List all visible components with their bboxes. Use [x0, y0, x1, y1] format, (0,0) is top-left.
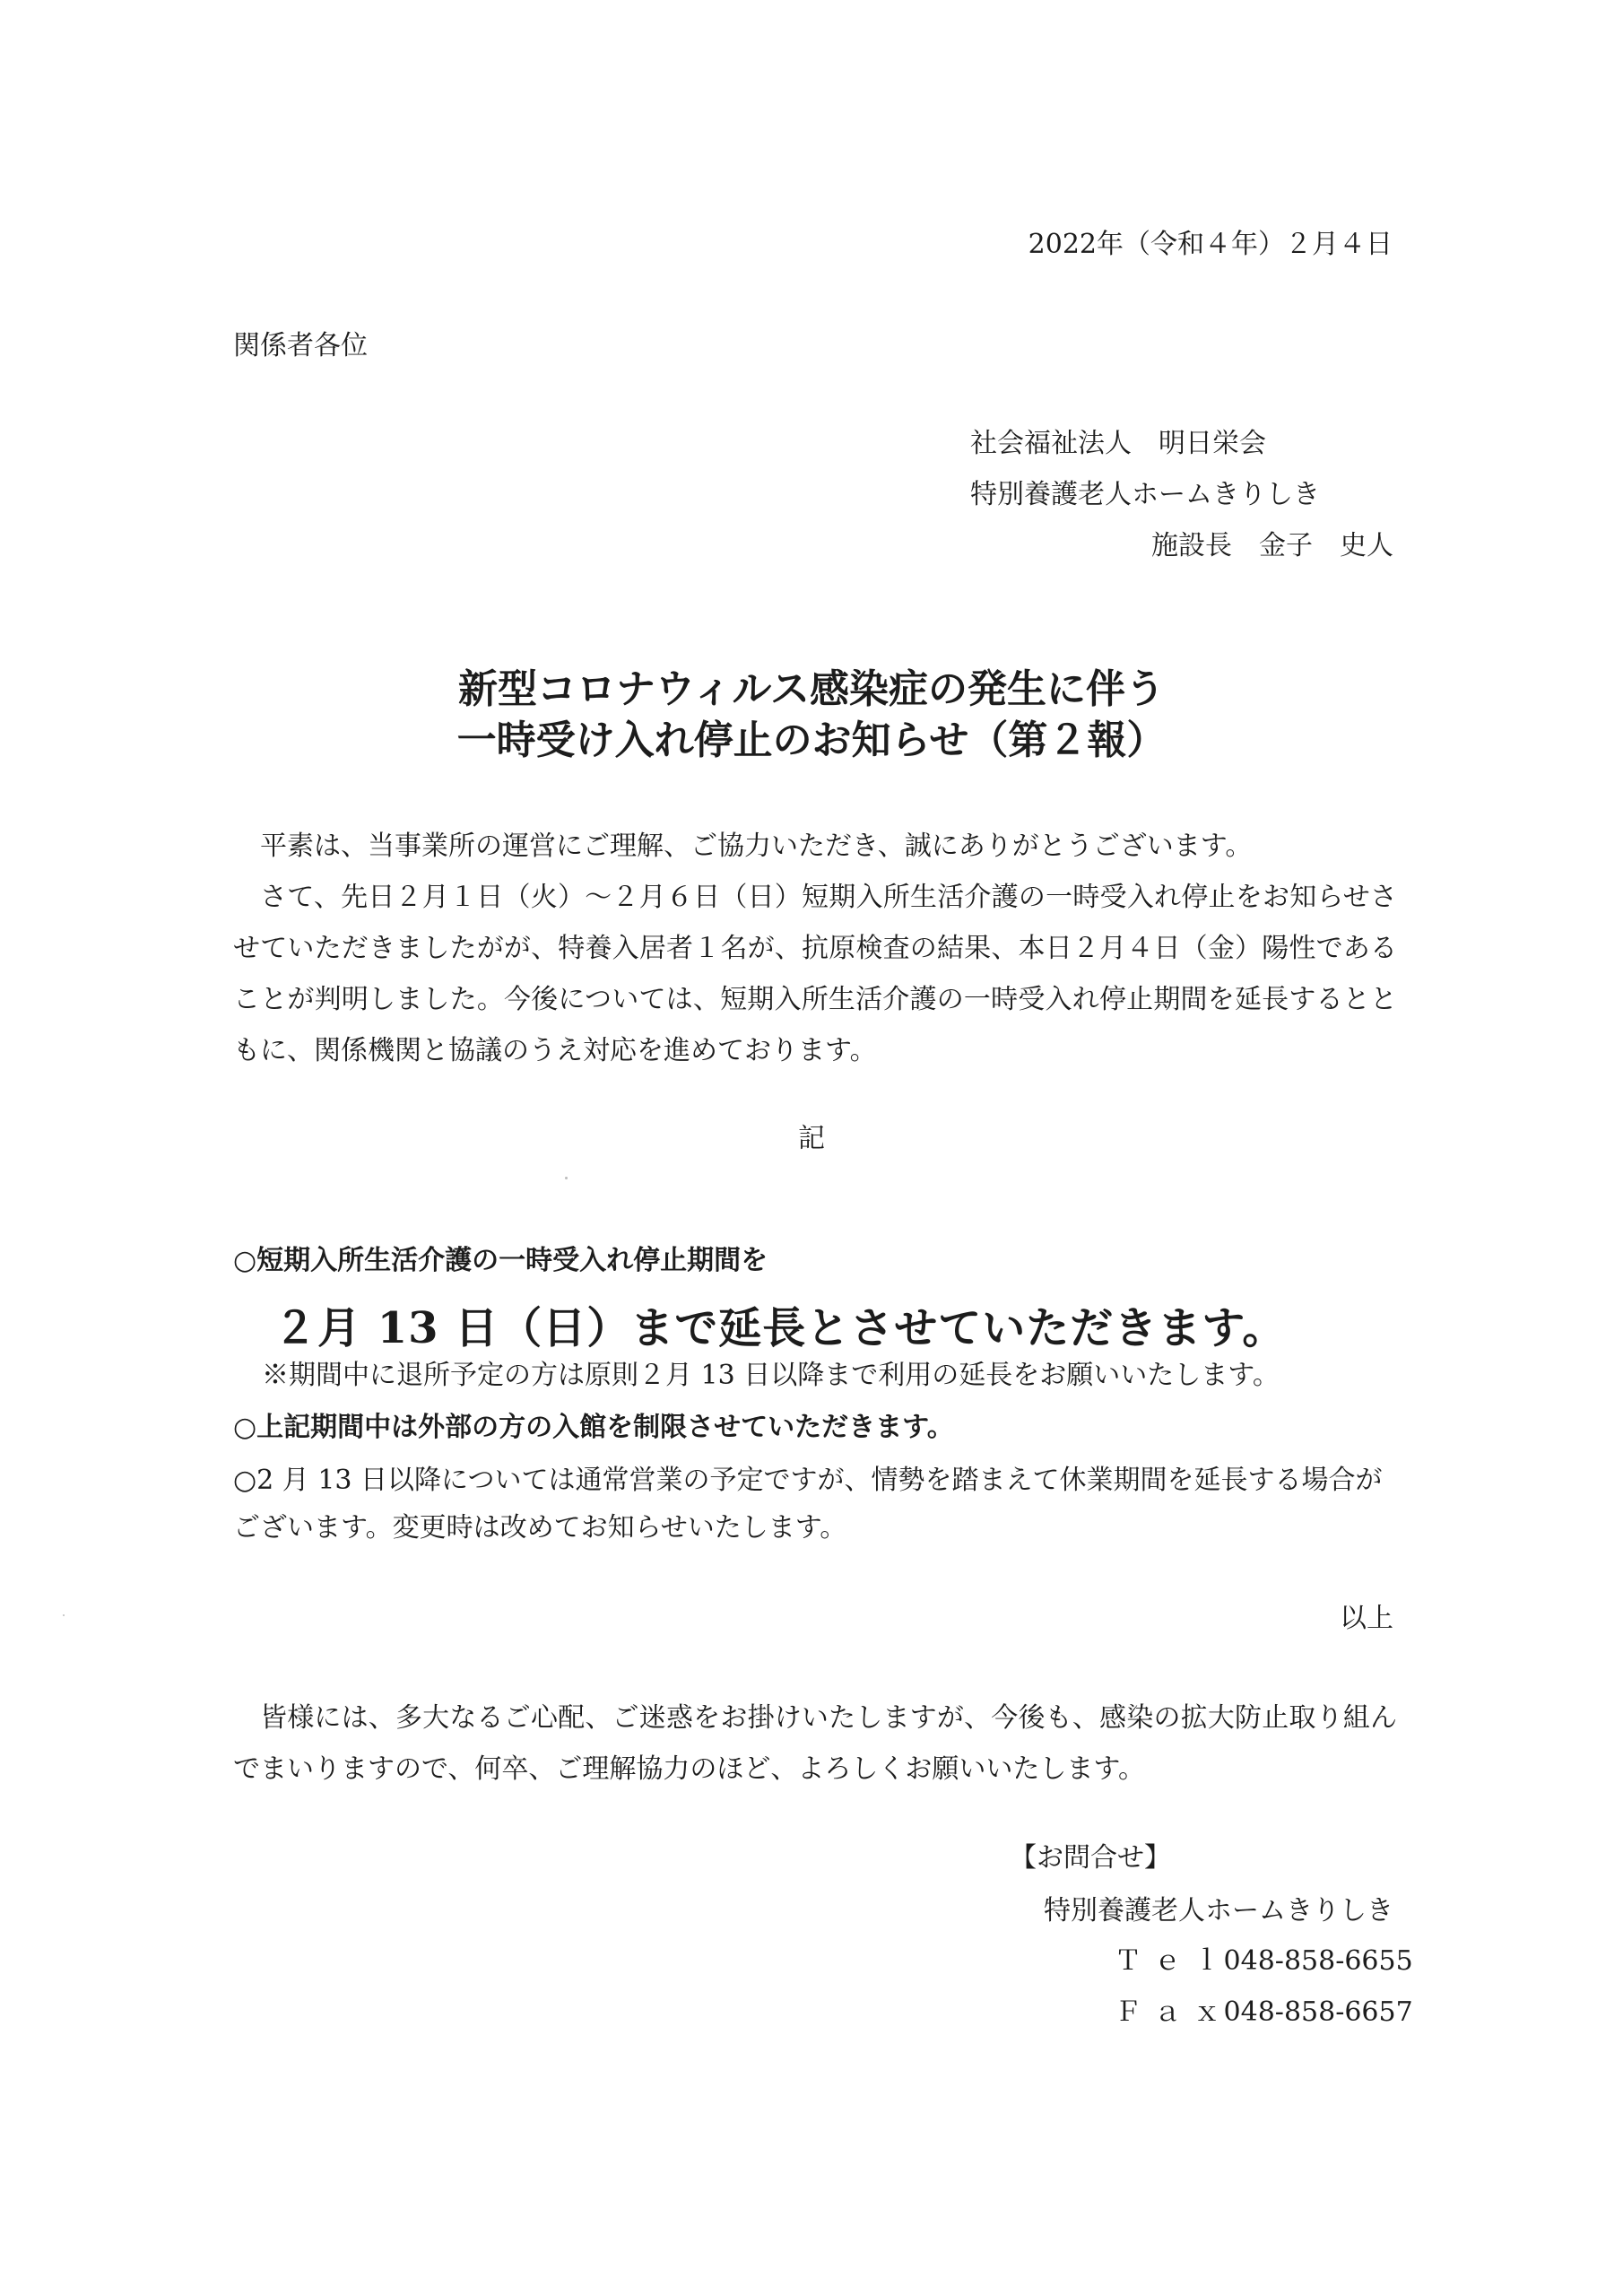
ijo-marker: 以上 — [1340, 1603, 1393, 1634]
tel-number: 048-858-6655 — [1223, 1945, 1413, 1977]
addressee: 関係者各位 — [233, 330, 368, 361]
extension-date-statement: ２月 13 日（日）まで延長とさせていただきます。 — [273, 1303, 1287, 1353]
contact-fax-row — [1115, 1996, 1413, 2028]
closing-paragraph: 皆様には、多大なるご心配、ご迷惑をお掛けいたしますが、今後も、感染の拡大防止取り組んでまいりますので、何卒、ご理解協力のほど、よろしくお願いいたします。 — [233, 1702, 1397, 1785]
sender-organization: 社会福祉法人 明日栄会 — [970, 428, 1266, 459]
scan-speck — [565, 1177, 568, 1179]
contact-facility: 特別養護老人ホームきりしき — [1044, 1895, 1393, 1926]
notice-title-line2: 一時受け入れ停止のお知らせ（第２報） — [456, 718, 1167, 763]
body-paragraph-1: 平素は、当事業所の運営にご理解、ご協力いただき、誠にありがとうございます。 — [260, 831, 1253, 862]
contact-tel-row — [1115, 1945, 1413, 1977]
sender-facility: 特別養護老人ホームきりしき — [970, 479, 1320, 510]
contact-heading: 【お問合せ】 — [1010, 1842, 1171, 1874]
sender-director: 施設長 金子 史人 — [1151, 530, 1393, 561]
ki-marker: 記 — [798, 1123, 825, 1154]
body-paragraph-2: さて、先日２月１日（火）～２月６日（日）短期入所生活介護の一時受入れ停止をお知らせさせていただきましたがが、特養入居者１名が、抗原検査の結果、本日２月４日（金）陽性であることが判明しました。今後については、短期入所生活介護の一時受入れ停止期間を延長するとともに、関係機関と協議のうえ対応を進めております。 — [233, 882, 1397, 1066]
scan-speck — [63, 1614, 65, 1616]
item-suspension-period: ○短期入所生活介護の一時受入れ停止期間を — [233, 1245, 768, 1276]
fax-label: Ｆａｘ — [1115, 1996, 1233, 2028]
item-resumption: ○2 月 13 日以降については通常営業の予定ですが、情勢を踏まえて休業期間を延長する場合がございます。変更時は改めてお知らせいたします。 — [233, 1465, 1383, 1544]
body-text — [233, 821, 1397, 1076]
document-date: 2022年（令和４年）２月４日 — [1028, 229, 1393, 260]
tel-label: Ｔｅｌ — [1115, 1945, 1233, 1977]
notice-title-line1: 新型コロナウィルス感染症の発生に伴う — [457, 666, 1166, 712]
closing-text — [233, 1692, 1397, 1795]
fax-number: 048-858-6657 — [1223, 1996, 1413, 2028]
discharge-note: ※期間中に退所予定の方は原則２月 13 日以降まで利用の延長をお願いいたします。 — [262, 1360, 1280, 1391]
item-visitor-restriction: ○上記期間中は外部の方の入館を制限させていただきます。 — [233, 1412, 954, 1443]
